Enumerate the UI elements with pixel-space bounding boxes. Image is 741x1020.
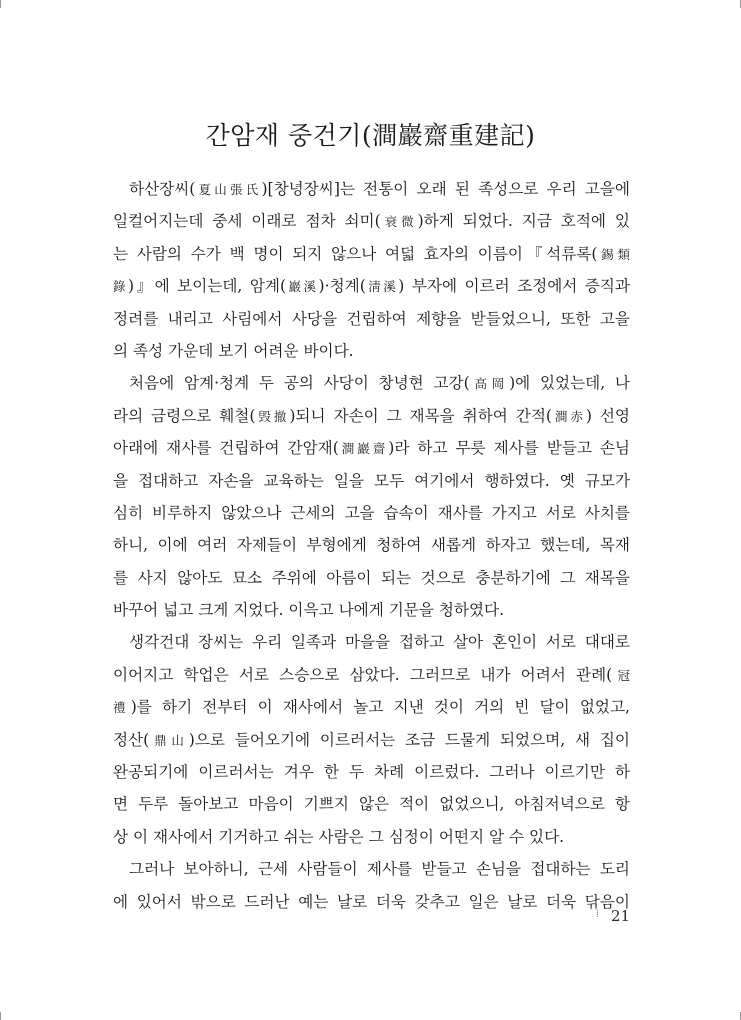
body-text — [113, 173, 630, 918]
paragraph-2-line-3: 아래에 재사를 건립하여 간암재(澗巖齋)라 하고 무릇 제사를 받들고 손님 — [113, 439, 630, 458]
paragraph-1-line-1: 하산장씨(夏山張氏)[창녕장씨]는 전통이 오래 된 족성으로 우리 고을에 — [129, 180, 630, 198]
paragraph-1-line-4: 錄)』에 보이는데, 암계(巖溪)·청계(淸溪) 부자에 이르러 조정에서 증직과 — [113, 277, 630, 296]
paragraph-3-line-6: 면 두루 돌아보고 마음이 기쁘지 않은 적이 없었으니, 아침저녁으로 항 — [113, 795, 630, 814]
paragraph-3-line-1: 생각건대 장씨는 우리 일족과 마을을 접하고 살아 혼인이 서로 대대로 — [129, 633, 630, 652]
paragraph-1-line-3: 는 사람의 수가 백 명이 되지 않으나 여덟 효자의 이름이『석류록(錫類 — [113, 244, 630, 263]
paragraph-3-line-3: 禮)를 하기 전부터 이 재사에서 놀고 지낸 것이 거의 빈 달이 없었고, — [113, 698, 630, 717]
paragraph-3-line-7: 상 이 재사에서 기거하고 쉬는 사람은 그 심정이 어떤지 알 수 있다. — [113, 827, 565, 846]
paragraph-2-line-8: 바꾸어 넓고 크게 지었다. 이윽고 나에게 기문을 청하였다. — [113, 601, 505, 620]
paragraph-2-line-6: 하니, 이에 여러 자제들이 부형에게 청하여 새롭게 하자고 했는데, 목재 — [113, 536, 630, 555]
paragraph-4-line-2: 에 있어서 밖으로 드러난 예는 날로 더욱 갖추고 일은 날로 더욱 닦음이 — [113, 892, 630, 911]
crop-mark-top-left — [0, 0, 1, 8]
paragraph-1-line-2: 일컬어지는데 중세 이래로 점차 쇠미(衰微)하게 되었다. 지금 호적에 있 — [113, 212, 630, 231]
paragraph-2-line-1: 처음에 암계·청계 두 공의 사당이 창녕현 고강(高岡)에 있었는데, 나 — [129, 374, 630, 393]
paragraph-2-line-5: 심히 비루하지 않았으나 근세의 고을 습속이 재사를 가지고 서로 사치를 — [113, 503, 630, 522]
page-marker-glyph: ⁞ — [596, 909, 598, 920]
paragraph-3-line-5: 완공되기에 이르러서는 겨우 한 두 차례 이르렀다. 그러나 이르기만 하 — [113, 763, 630, 782]
document-title: 간암재 중건기(澗巖齋重建記) — [205, 121, 536, 150]
crop-mark-bottom-left — [0, 1012, 1, 1020]
paragraph-1-line-6: 의 족성 가운데 보기 어려운 바이다. — [113, 341, 354, 360]
page-number: 21 — [611, 907, 631, 925]
paragraph-1-line-5: 정려를 내리고 사림에서 사당을 건립하여 제향을 받들었으니, 또한 고을 — [113, 309, 630, 328]
paragraph-2-line-2: 라의 금령으로 훼철(毁撤)되니 자손이 그 재목을 취하여 간적(澗赤) 선영 — [113, 406, 630, 425]
paragraph-3-line-2: 이어지고 학업은 서로 스승으로 삼았다. 그러므로 내가 어려서 관례(冠 — [113, 665, 630, 684]
paragraph-3-line-4: 정산(鼎山)으로 들어오기에 이르러서는 조금 드물게 되었으며, 새 집이 — [113, 730, 630, 749]
paragraph-4-line-1: 그러나 보아하니, 근세 사람들이 제사를 받들고 손님을 접대하는 도리 — [129, 860, 630, 879]
paragraph-2-line-4: 을 접대하고 자손을 교육하는 일을 모두 여기에서 행하였다. 옛 규모가 — [113, 471, 630, 490]
paragraph-2-line-7: 를 사지 않아도 묘소 주위에 아름이 되는 것으로 충분하기에 그 재목을 — [113, 568, 630, 587]
